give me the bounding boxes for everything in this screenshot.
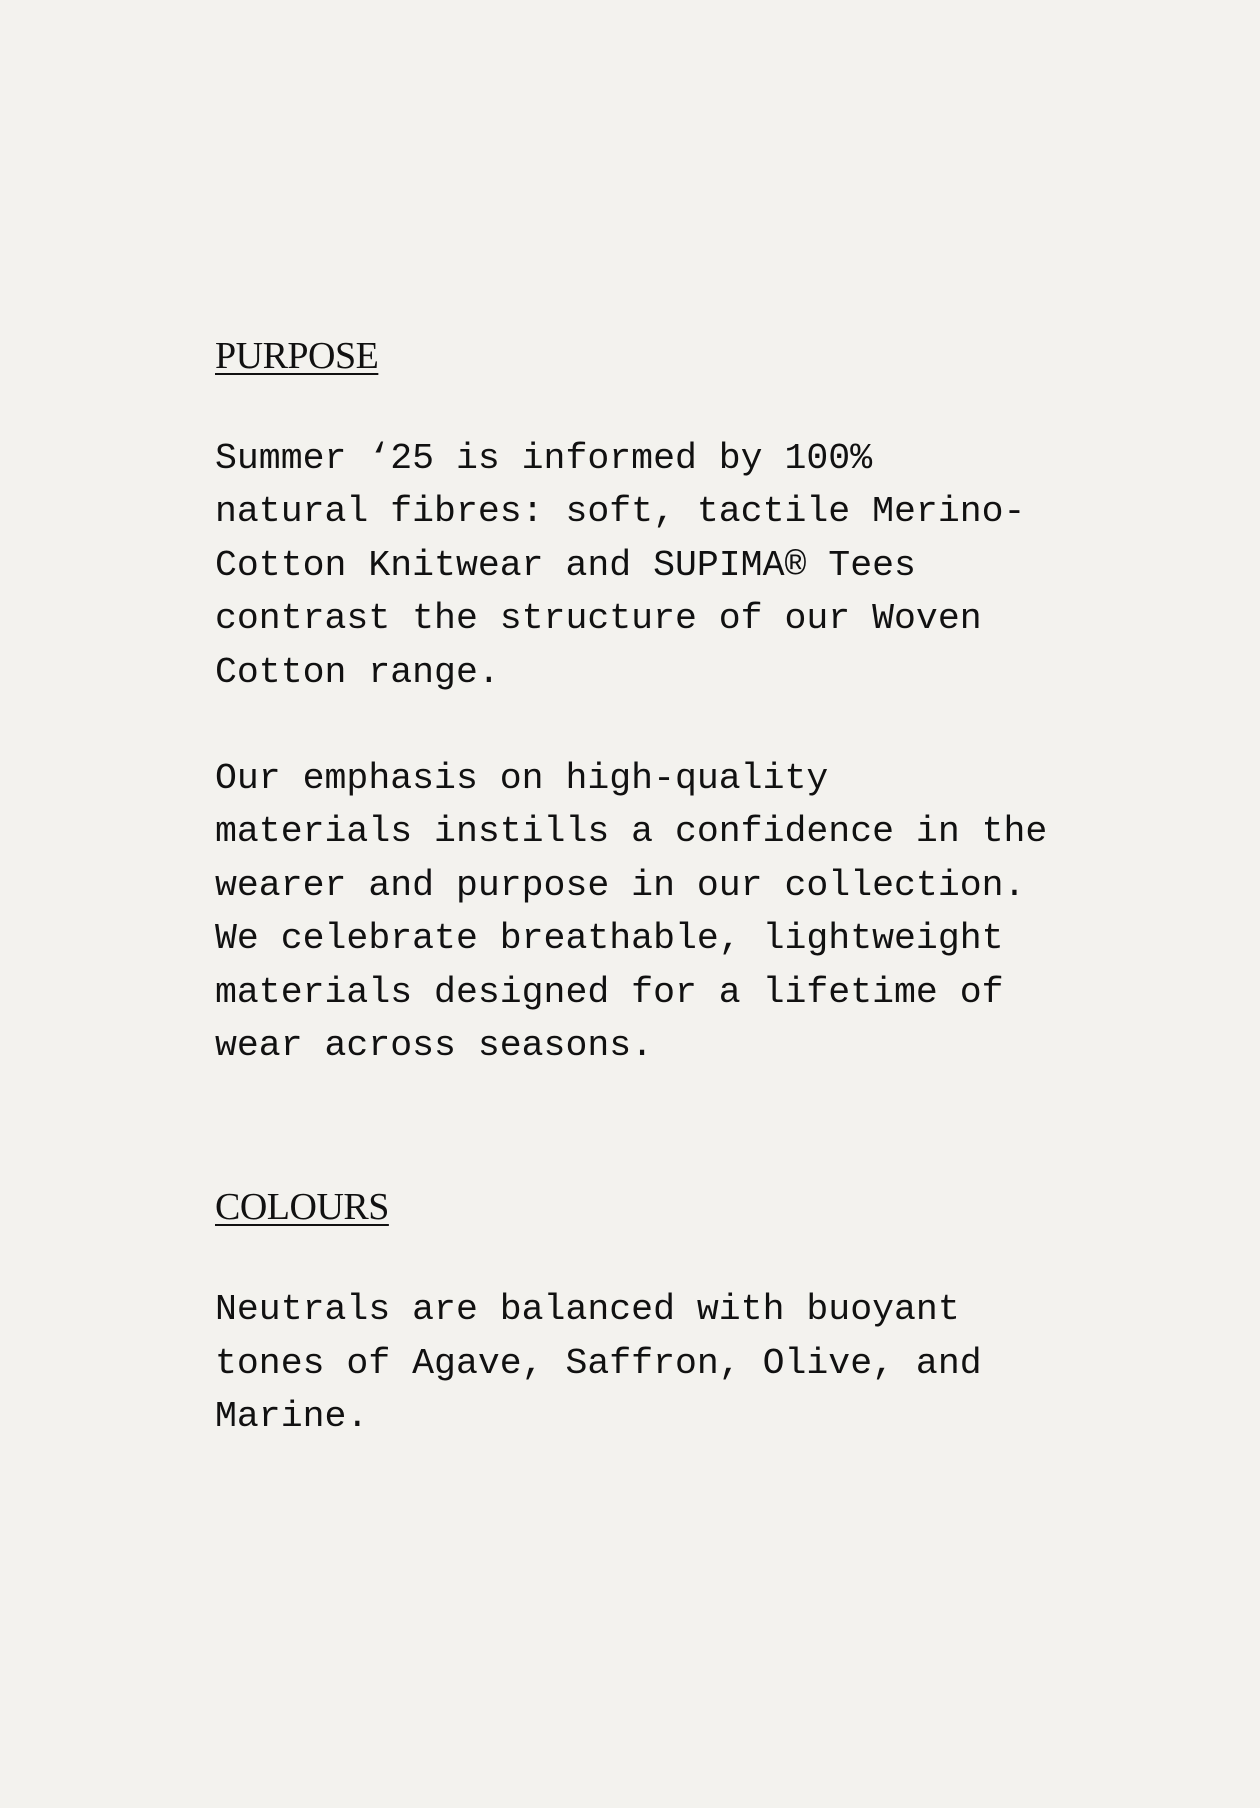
- colours-section: [215, 1183, 1115, 1443]
- purpose-section: [215, 332, 1115, 1072]
- colours-paragraph: Neutrals are balanced with buoyant tones of Agave, Saffron, Olive, and Marine.: [215, 1289, 982, 1438]
- document-page: [215, 332, 1115, 1444]
- colours-heading: COLOURS: [215, 1186, 389, 1229]
- purpose-paragraph-materials: Summer ‘25 is informed by 100% natural fibres: soft, tactile Merino- Cotton Knitwear and SUPIMA® Tees contrast the structure of our Woven Cotton range.: [215, 438, 1026, 693]
- purpose-heading: PURPOSE: [215, 335, 379, 377]
- purpose-paragraph-quality: Our emphasis on high-quality materials instills a confidence in the wearer and purpose in our collection. We celebrate breathable, lightweight materials designed for a lifetime of wear across seasons.: [215, 758, 1048, 1067]
